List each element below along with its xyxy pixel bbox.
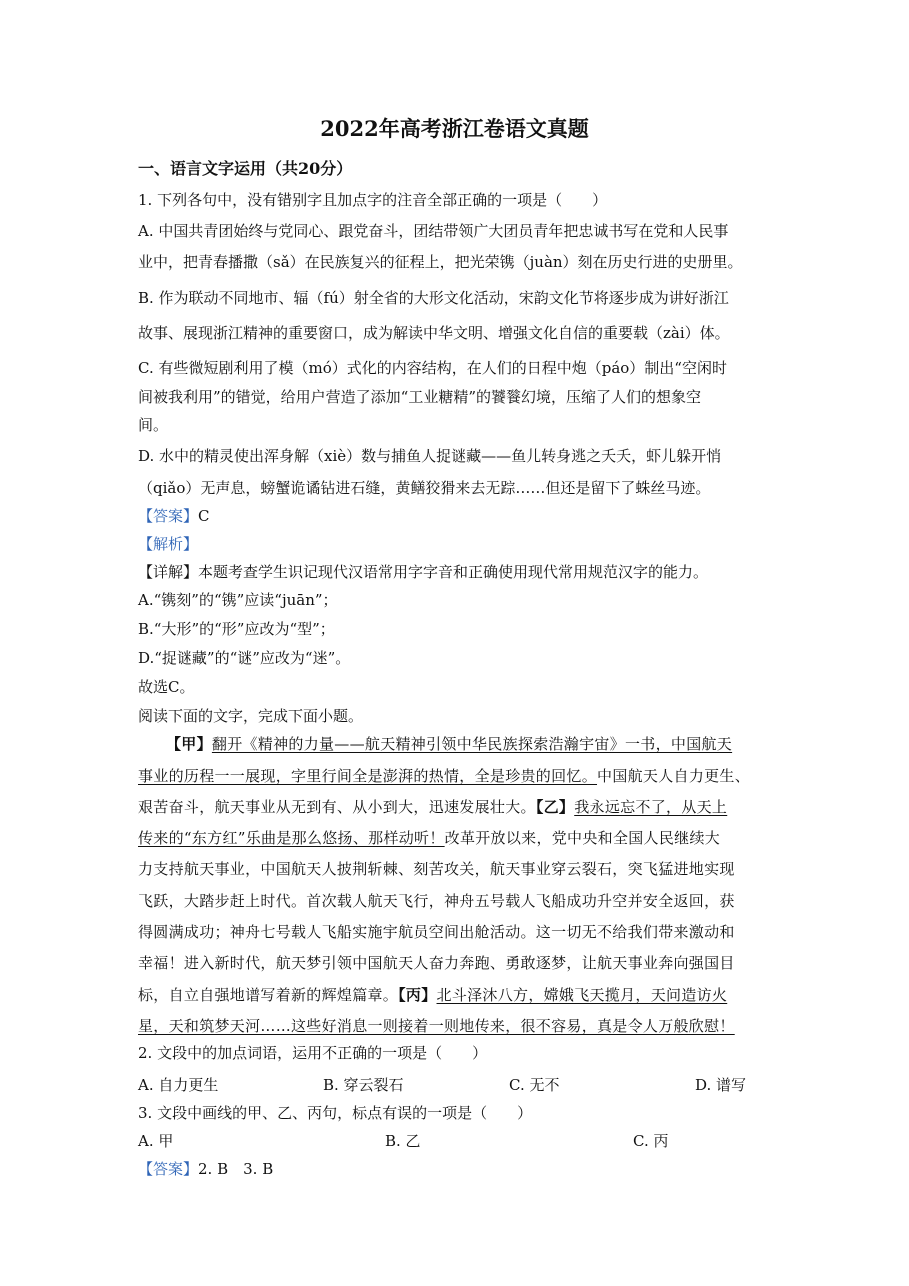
choose-line: 故选C。	[138, 678, 195, 696]
underlined-sentence-yi: 我永远忘不了，从天上	[574, 798, 728, 816]
q2-option-a: A. 自力更生	[138, 1076, 219, 1094]
detail-intro: 【详解】本题考查学生识记现代汉语常用字字音和正确使用现代常用规范汉字的能力。	[138, 563, 709, 581]
underlined-sentence-jia: 翻开《精神的力量——航天精神引领中华民族探索浩瀚宇宙》一书，中国航天	[211, 735, 733, 753]
detail-d: D.“捉谜藏”的“谜”应改为“迷”。	[138, 649, 351, 667]
page-title: 2022年高考浙江卷语文真题	[320, 116, 589, 141]
passage-line-6: 飞跃，大踏步赶上时代。首次载人航天飞行，神舟五号载人飞船成功升空并安全返回，获	[138, 892, 735, 910]
answer-value: C	[198, 507, 210, 525]
underlined-sentence-bing-cont: 星，天和筑梦天河……这些好消息一则接着一则地传来，很不容易，真是令人万般欣慰！	[138, 1017, 735, 1035]
q1-option-d-line2: （qiǎo）无声息，螃蟹诡谲钻进石缝，黄鳝狡猾来去无踪……但还是留下了蛛丝马迹。	[138, 479, 711, 497]
passage-line-8: 幸福！进入新时代，航天梦引领中国航天人奋力奔跑、勇敢逐梦，让航天事业奔向强国目	[138, 954, 735, 972]
passage-line-9	[138, 985, 727, 1005]
marker-jia: 【甲】	[166, 735, 212, 753]
detail-a: A.“镌刻”的“镌”应读“juān”；	[138, 591, 338, 609]
q1-option-b-line1: B. 作为联动不同地市、辐（fú）射全省的大形文化活动，宋韵文化节将逐步成为讲好浙江	[138, 289, 729, 307]
passage-line-2	[138, 766, 750, 786]
answer1	[138, 506, 210, 526]
q2-option-c: C. 无不	[509, 1076, 560, 1094]
passage-text: 艰苦奋斗，航天事业从无到有、从小到大，迅速发展壮大。	[138, 798, 536, 816]
passage-line-4	[138, 828, 720, 848]
q2-option-b: B. 穿云裂石	[323, 1076, 404, 1094]
passage-line-1	[166, 734, 732, 754]
passage-text: 改革开放以来，党中央和全国人民继续大	[444, 829, 721, 847]
passage-line-10	[138, 1016, 735, 1036]
passage-line-7: 得圆满成功；神舟七号载人飞船实施宇航员空间出舱活动。这一切无不给我们带来激动和	[138, 923, 735, 941]
underlined-sentence-yi-cont: 传来的“东方红”乐曲是那么悠扬、那样动听！	[138, 829, 445, 847]
q1-option-c-line3: 间。	[138, 416, 169, 434]
q1-option-d-line1: D. 水中的精灵使出浑身解（xiè）数与捕鱼人捉谜藏——鱼儿转身逃之夭夭，虾儿躲开悄	[138, 447, 722, 465]
passage-line-5: 力支持航天事业，中国航天人披荆斩棘、刻苦攻关，航天事业穿云裂石，突飞猛进地实现	[138, 860, 735, 878]
q2-option-d: D. 谱写	[695, 1076, 747, 1094]
q1-option-b-line2: 故事、展现浙江精神的重要窗口，成为解读中华文明、增强文化自信的重要载（zài）体。	[138, 324, 730, 342]
underlined-sentence-bing: 北斗泽沐八方，嫦娥飞天揽月，天问造访火	[436, 986, 728, 1004]
q3-option-a: A. 甲	[138, 1132, 174, 1150]
q3-option-b: B. 乙	[385, 1132, 421, 1150]
q1-option-c-line1: C. 有些微短剧利用了模（mó）式化的内容结构，在人们的日程中炮（páo）制出“空闲时	[138, 359, 727, 377]
marker-yi: 【乙】	[535, 798, 575, 816]
answer23	[138, 1159, 273, 1179]
q1-option-a-line2: 业中，把青春播撒（sǎ）在民族复兴的征程上，把光荣镌（juàn）刻在历史行进的史册里。	[138, 253, 743, 271]
answer-label: 【答案】	[138, 507, 199, 525]
analysis-label: 【解析】	[138, 535, 199, 553]
passage-line-3	[138, 797, 727, 817]
detail-b: B.“大形”的“形”应改为“型”；	[138, 620, 335, 638]
q1-option-a-line1: A. 中国共青团始终与党同心、跟党奋斗，团结带领广大团员青年把忠诚书写在党和人民事	[138, 222, 729, 240]
underlined-sentence-jia-cont: 事业的历程一一展现，字里行间全是澎湃的热情，全是珍贵的回忆。	[138, 767, 598, 785]
reading-instruction: 阅读下面的文字，完成下面小题。	[138, 707, 364, 725]
passage-text: 中国航天人自力更生、	[597, 767, 751, 785]
marker-bing: 【丙】	[398, 986, 437, 1004]
q2-stem: 2. 文段中的加点词语，运用不正确的一项是（ ）	[138, 1044, 488, 1062]
q3-option-c: C. 丙	[633, 1132, 669, 1150]
section-heading: 一、语言文字运用（共20分）	[138, 159, 353, 178]
q3-stem: 3. 文段中画线的甲、乙、丙句，标点有误的一项是（ ）	[138, 1104, 533, 1122]
answer-label: 【答案】	[138, 1160, 199, 1178]
q1-stem: 1. 下列各句中，没有错别字且加点字的注音全部正确的一项是（ ）	[138, 191, 608, 209]
passage-text: 标，自立自强地谱写着新的辉煌篇章。	[138, 986, 399, 1004]
answer-value: 2. B 3. B	[198, 1160, 274, 1178]
q1-option-c-line2: 间被我利用”的错觉，给用户营造了添加“工业糖精”的饕餮幻境，压缩了人们的想象空	[138, 388, 702, 406]
